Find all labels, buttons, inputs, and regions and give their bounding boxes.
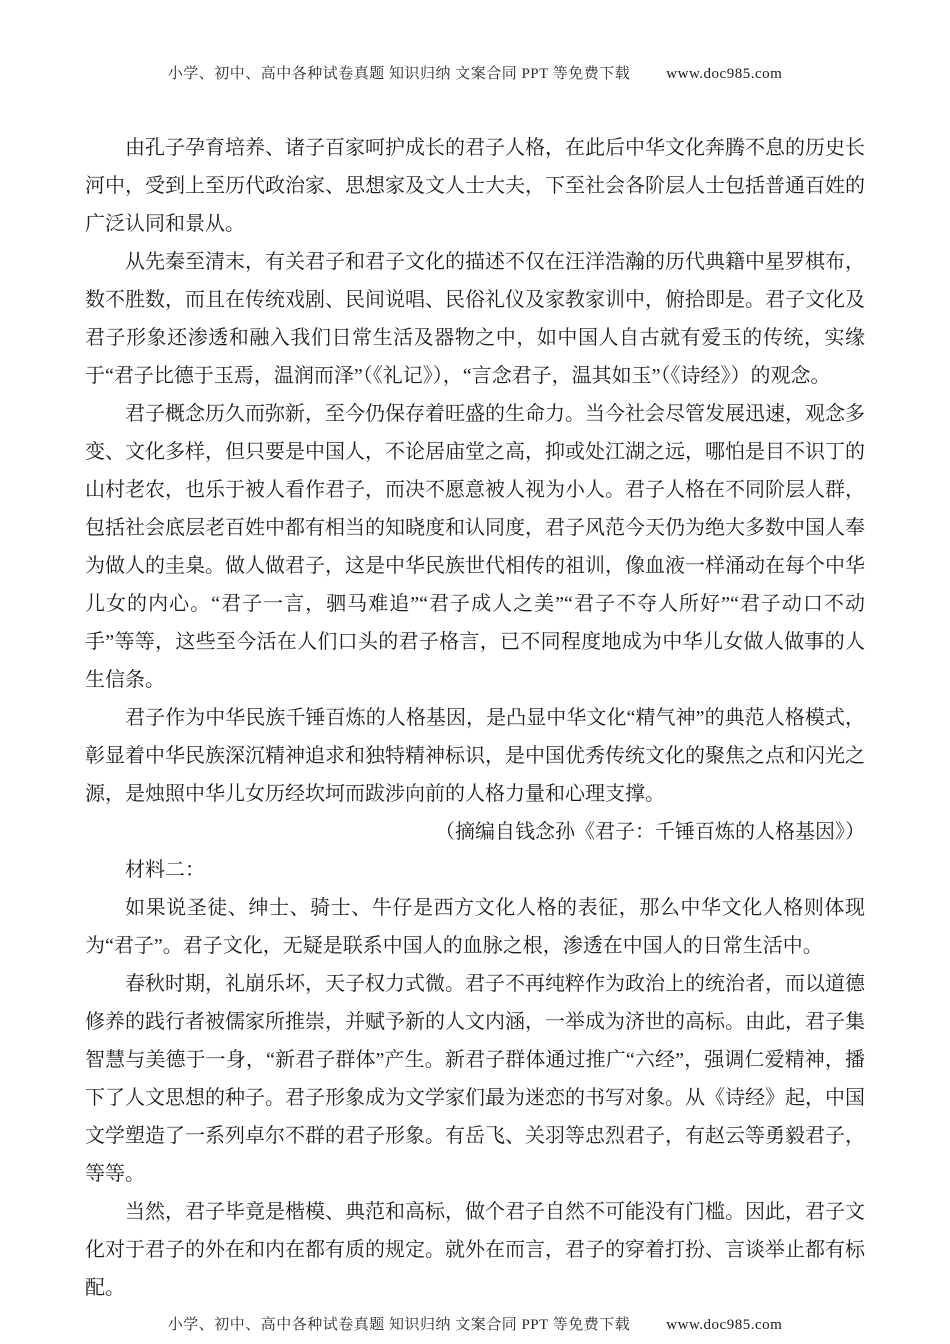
material-2-label: 材料二：	[125, 859, 205, 881]
footer-text: 小学、初中、高中各种试卷真题 知识归纳 文案合同 PPT 等免费下载	[167, 1317, 631, 1333]
paragraph-4: 君子作为中华民族千锤百炼的人格基因，是凸显中华文化“精气神”的典范人格模式，彰显着中华民族深沉精神追求和独特精神标识，是中国优秀传统文化的聚焦之点和闪光之源，是烛照中华儿女历经坎坷而跋涉向前的人格力量和心理支撑。	[85, 707, 865, 805]
paragraph-7: 当然，君子毕竟是楷模、典范和高标，做个君子自然不可能没有门槛。因此，君子文化对于君子的外在和内在都有质的规定。就外在而言，君子的穿着打扮、言谈举止都有标配。	[85, 1201, 865, 1299]
paragraph-5: 如果说圣徒、绅士、骑士、牛仔是西方文化人格的表征，那么中华文化人格则体现为“君子”。君子文化，无疑是联系中国人的血脉之根，渗透在中国人的日常生活中。	[85, 897, 865, 957]
footer-url-link[interactable]: www.doc985.com	[666, 1317, 783, 1333]
page-header	[85, 62, 865, 83]
paragraph-3: 君子概念历久而弥新，至今仍保存着旺盛的生命力。当今社会尽管发展迅速，观念多变、文化多样，但只要是中国人，不论居庙堂之高，抑或处江湖之远，哪怕是目不识丁的山村老农，也乐于被人看作君子，而决不愿意被人视为小人。君子人格在不同阶层人群，包括社会底层老百姓中都有相当的知晓度和认同度，君子风范今天仍为绝大多数中国人奉为做人的圭臬。做人做君子，这是中华民族世代相传的祖训，像血液一样涌动在每个中华儿女的内心。“君子一言，驷马难追”“君子成人之美”“君子不夺人所好”“君子动口不动手”等等，这些至今活在人们口头的君子格言，已不同程度地成为中华儿女做人做事的人生信条。	[85, 403, 865, 691]
attribution-line: （摘编自钱念孙《君子：千锤百炼的人格基因》）	[435, 821, 865, 843]
paragraph-1: 由孔子孕育培养、诸子百家呵护成长的君子人格，在此后中华文化奔腾不息的历史长河中，受到上至历代政治家、思想家及文人士大夫，下至社会各阶层人士包括普通百姓的广泛认同和景从。	[85, 137, 865, 235]
page-footer	[85, 1313, 865, 1334]
header-url-link[interactable]: www.doc985.com	[666, 66, 783, 82]
paragraph-6: 春秋时期，礼崩乐坏，天子权力式微。君子不再纯粹作为政治上的统治者，而以道德修养的践行者被儒家所推崇，并赋予新的人文内涵，一举成为济世的高标。由此，君子集智慧与美德于一身，“新君子群体”产生。新君子群体通过推广“六经”，强调仁爱精神，播下了人文思想的种子。君子形象成为文学家们最为迷恋的书写对象。从《诗经》起，中国文学塑造了一系列卓尔不群的君子形象。有岳飞、关羽等忠烈君子，有赵云等勇毅君子，等等。	[85, 973, 865, 1185]
paragraph-2: 从先秦至清末，有关君子和君子文化的描述不仅在汪洋浩瀚的历代典籍中星罗棋布，数不胜数，而且在传统戏剧、民间说唱、民俗礼仪及家教家训中，俯拾即是。君子文化及君子形象还渗透和融入我们日常生活及器物之中，如中国人自古就有爱玉的传统，实缘于“君子比德于玉焉，温润而泽”（《礼记》），“言念君子，温其如玉”（《诗经》）的观念。	[85, 251, 865, 387]
header-text: 小学、初中、高中各种试卷真题 知识归纳 文案合同 PPT 等免费下载	[167, 66, 631, 82]
document-body	[85, 129, 865, 1307]
